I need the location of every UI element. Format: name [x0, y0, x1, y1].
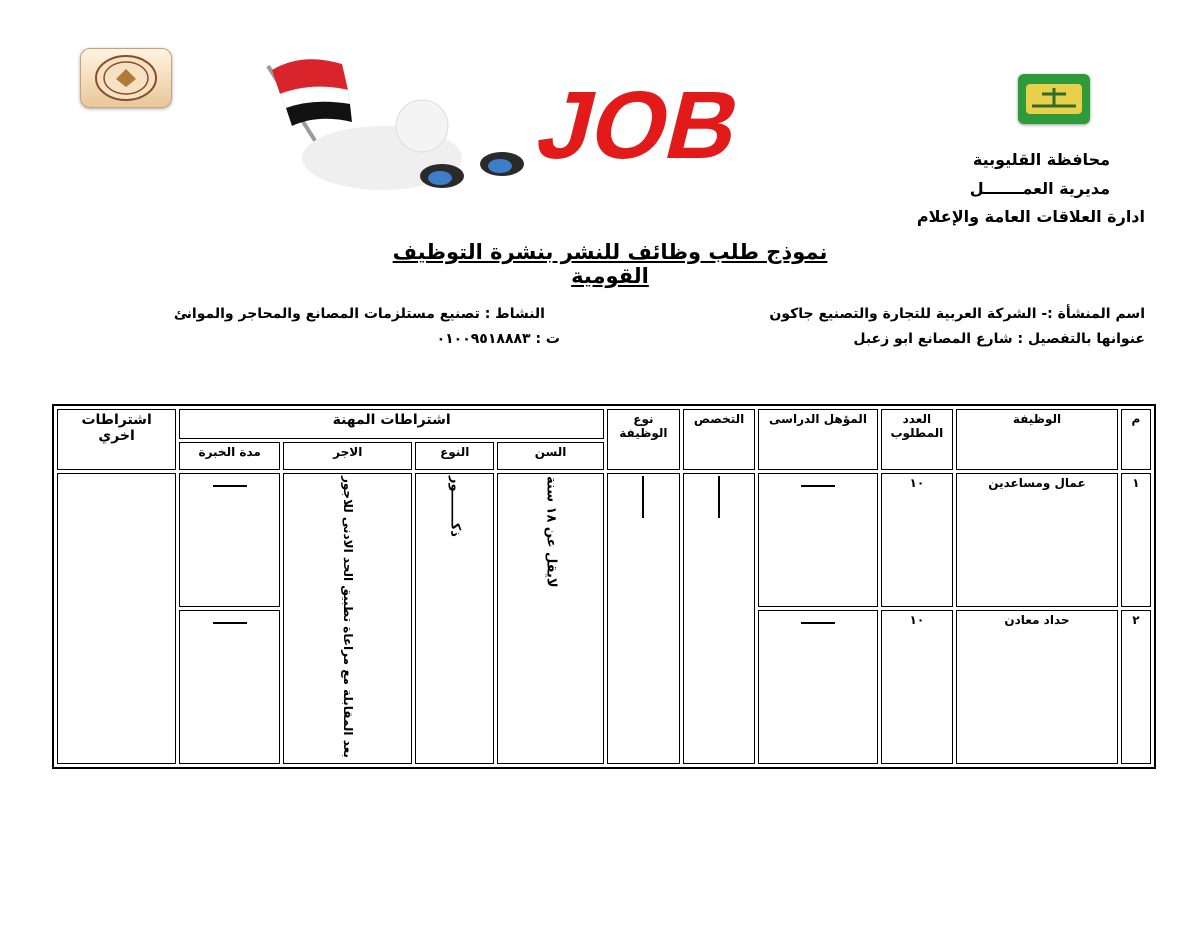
establishment-name: اسم المنشأة :- الشركة العربية للتجارة والتصنيع جاكون [769, 306, 1145, 322]
header-specialty: التخصص [683, 409, 756, 470]
job-banner-image [262, 48, 852, 198]
row-count: ١٠ [881, 473, 954, 607]
header-job-type: نوع الوظيفة [607, 409, 680, 470]
header-qualification: المؤهل الدراسى [758, 409, 877, 470]
row-index: ١ [1121, 473, 1151, 607]
job-word: JOB [527, 71, 752, 179]
gender-cell [415, 473, 494, 764]
row-qualification [758, 473, 877, 607]
phone-label: ت : ٠١٠٠٩٥١٨٨٨٣ [436, 331, 560, 347]
other-requirements-cell [57, 473, 176, 764]
row-count: ١٠ [881, 610, 954, 764]
department-label: ادارة العلاقات العامة والإعلام [916, 207, 1145, 226]
header-job: الوظيفة [956, 409, 1118, 470]
wage-value: بعد المقابلة مع مراعاة تطبيق الحد الادنى للاجور [341, 476, 356, 758]
header-gender: النوع [415, 442, 494, 470]
form-title: نموذج طلب وظائف للنشر بنشرة التوظيف القومية [392, 240, 828, 288]
header-age: السن [497, 442, 604, 470]
row-qualification [758, 610, 877, 764]
row-job-name: حداد معادن [956, 610, 1118, 764]
header-profession-requirements: اشتراطات المهنة [179, 409, 604, 439]
age-value: لايقل عن ١٨ سنة [543, 476, 559, 588]
directorate-label: مديرية العمـــــــل [969, 179, 1110, 198]
ministry-logo [1018, 74, 1090, 124]
age-cell [497, 473, 604, 764]
header-wage: الاجر [283, 442, 412, 470]
header-index: م [1121, 409, 1151, 470]
governorate-label: محافظة القليوبية [972, 150, 1110, 169]
job-type-cell [607, 473, 680, 764]
row-experience [179, 610, 280, 764]
gender-value: ذكـــــــور [447, 476, 463, 537]
row-index: ٢ [1121, 610, 1151, 764]
header-count: العدد المطلوب [881, 409, 954, 470]
specialty-cell [683, 473, 756, 764]
jobs-table [52, 404, 1156, 769]
row-job-name: عمال ومساعدين [956, 473, 1118, 607]
row-experience [179, 473, 280, 607]
header-experience: مدة الخبرة [179, 442, 280, 470]
wage-cell [283, 473, 412, 764]
table-row [57, 473, 1151, 607]
activity-label: النشاط : تصنيع مستلزمات المصانع والمحاجر والموانئ [173, 306, 545, 322]
establishment-address: عنوانها بالتفصيل : شارع المصانع ابو زعبل [853, 331, 1145, 347]
emblem-logo [80, 48, 172, 108]
header-other-requirements: اشتراطات اخري [57, 409, 176, 470]
